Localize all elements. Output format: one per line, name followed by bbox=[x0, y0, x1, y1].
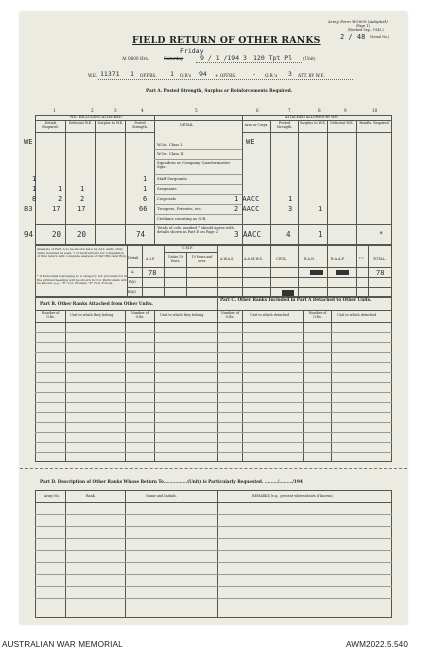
army-form-number: Army Form W3009 (Adapted) bbox=[328, 19, 388, 24]
total-value: 4 bbox=[286, 230, 291, 239]
header-arm-or-corps: Arm or Corps. bbox=[244, 123, 269, 127]
part-d-title: Part D. Description of Other Ranks Whose Return To................(Unit) is Particularly Requested. ........./........./194 bbox=[40, 479, 303, 484]
unit-label: (Unit) bbox=[303, 56, 316, 61]
row-label: Squadron or Company Quartermaster Sgts. bbox=[157, 160, 231, 170]
revised-date: (Revised Sep., 1943.) bbox=[348, 28, 384, 32]
cell-value: 66 bbox=[139, 205, 148, 213]
part-d-header: REMARKS (e.g., present whereabouts if known). bbox=[252, 494, 334, 498]
day-value: Friday bbox=[180, 47, 204, 55]
analysis-header: 19 Years and over. bbox=[191, 255, 213, 263]
row-label: Troopers, Privates, etc. bbox=[157, 206, 203, 211]
row-label: Sergeants bbox=[157, 186, 177, 191]
analysis-header: R.A.A.F. bbox=[331, 257, 345, 261]
cell-value: 1 bbox=[80, 185, 85, 193]
redaction-block bbox=[336, 270, 349, 275]
part-b-header: Unit to which they belong bbox=[70, 313, 114, 317]
cell-value: 6 bbox=[143, 195, 148, 203]
header-details-required: Details Required. bbox=[42, 121, 59, 129]
detail-header: DETAIL bbox=[180, 123, 194, 127]
header-reinfts: Reinfts. Required. bbox=[359, 121, 390, 125]
ors-label-2: O.R.'s bbox=[265, 73, 278, 78]
total-value: 1 bbox=[318, 230, 323, 239]
analysis-row-label: A bbox=[131, 270, 134, 274]
part-c-title: Part C. Other Ranks Included in Part A Detached to Other Units. bbox=[220, 297, 372, 302]
row-label: W.Os. Class II. bbox=[157, 151, 185, 156]
group-right-header: ATTACHED ALLOWED BY W.E. bbox=[285, 115, 339, 119]
page-number: (Page 1) bbox=[356, 24, 370, 28]
footer-accession-number: AWM2022.5.540 bbox=[346, 640, 408, 649]
form-sheet bbox=[20, 12, 407, 624]
part-b-title: Part B. Other Ranks Attached from Other Units. bbox=[40, 301, 153, 306]
cell-value: 1 bbox=[143, 175, 148, 183]
part-c-header: Unit to which detached bbox=[337, 313, 377, 317]
page-title: FIELD RETURN OF OTHER RANKS bbox=[132, 35, 321, 46]
total-value: 20 bbox=[77, 230, 87, 239]
cmf-header: C.M.F. bbox=[182, 246, 194, 250]
col-number: 3 bbox=[114, 108, 117, 113]
ors-label: O.R's bbox=[180, 73, 191, 78]
ors-value: 1 bbox=[170, 70, 174, 78]
cell-value: 17 bbox=[77, 205, 86, 213]
cell-value: 17 bbox=[52, 205, 61, 213]
date-value: 9 / 1 /194 3 bbox=[200, 54, 247, 62]
redaction-block bbox=[310, 270, 323, 275]
analysis-header: R.A.N. bbox=[304, 257, 315, 261]
analysis-note: Analysis of Part A to be shown here by ALL units. Only units included in para. 7 of instructions for compilation of this return will complete analysis of Part B(i) and B(ii). bbox=[37, 247, 127, 259]
col-number: 7 bbox=[288, 108, 291, 113]
analysis-header: TOTAL. bbox=[373, 257, 386, 261]
cell-value: 1 AACC bbox=[234, 195, 260, 203]
unit-value: 120 Tpt Pl bbox=[253, 54, 293, 62]
part-c-header: Unit to which detached bbox=[250, 313, 290, 317]
cell-value: 1 bbox=[143, 185, 148, 193]
total-value: 78 bbox=[376, 269, 385, 277]
cell-value: 2 bbox=[58, 195, 63, 203]
col-number: 2 bbox=[91, 108, 94, 113]
totals-label: Totals of cols. marked * should agree with details shown in Part E on Page 2 bbox=[157, 226, 234, 235]
analysis-row-label: B(ii) bbox=[128, 290, 136, 294]
cell-value: 3 bbox=[288, 205, 293, 213]
col-number: 6 bbox=[256, 108, 259, 113]
row-label: W.Os. Class I. bbox=[157, 142, 184, 147]
part-d-header: Name and Initials. bbox=[146, 494, 177, 498]
header-posted-strength-att: Posted Strength. bbox=[276, 121, 293, 129]
offrs-label-2: + OFFRS. bbox=[215, 73, 237, 78]
row-we-marker: WE bbox=[24, 138, 33, 146]
time-label: At 0600 Hrs. bbox=[122, 56, 150, 61]
part-a-heading: Part A. Posted Strength, Surplus or Reinforcements Required. bbox=[146, 88, 293, 93]
cell-value: 2 bbox=[80, 195, 85, 203]
header-surplus: Surplus to W.E. bbox=[97, 121, 124, 125]
row-label: Staff Sergeants bbox=[157, 176, 187, 181]
att-label: ATT. BY W.E. bbox=[298, 73, 325, 78]
offrs-value-2: - bbox=[252, 70, 256, 78]
header-posted-strength: Posted Strength. bbox=[132, 121, 148, 129]
we-label: W.E. bbox=[88, 73, 98, 78]
cell-value: 1 bbox=[288, 195, 293, 203]
analysis-row-label: B(i) bbox=[129, 280, 136, 284]
cell-value: 1 bbox=[318, 205, 323, 213]
analysis-header: Under 19 Years. bbox=[167, 255, 184, 263]
analysis-detail-label: Detail bbox=[128, 256, 139, 260]
part-c-header: Number of O.Rs. bbox=[220, 311, 240, 319]
analysis-header: A.A.M.W.S. bbox=[244, 257, 263, 261]
redaction-block bbox=[282, 290, 294, 296]
analysis-header: * * bbox=[359, 257, 364, 261]
total-value: * bbox=[379, 230, 384, 238]
analysis-header: CIVIL. bbox=[276, 257, 288, 261]
total-value: 94 bbox=[24, 230, 34, 239]
analysis-header: A.I.F. bbox=[146, 257, 155, 261]
col-number: 4 bbox=[141, 108, 144, 113]
part-b-header: Number of O.Rs. bbox=[41, 311, 60, 319]
cell-value: 1 bbox=[32, 185, 37, 193]
cell-value: 2 AACC bbox=[234, 205, 260, 213]
total-value: 74 bbox=[136, 230, 146, 239]
row-label: Corporals bbox=[157, 196, 176, 201]
we-number: 11371 bbox=[100, 70, 120, 78]
part-b-header: Number of O.Rs. bbox=[130, 311, 150, 319]
offrs-label: OFFRS. bbox=[140, 73, 157, 78]
group-left-header: W.E. EXCLUDING ATTACHED. bbox=[70, 115, 123, 119]
header-surplus-att: Surplus to W.E. bbox=[300, 121, 326, 125]
col-number: 10 bbox=[372, 108, 378, 113]
total-value: 3 AACC bbox=[234, 230, 262, 239]
cell-value: 83 bbox=[24, 205, 33, 213]
offrs-value: 1 bbox=[130, 70, 134, 78]
part-c-header: Number of O.Rs. bbox=[308, 311, 327, 319]
col-number: 5 bbox=[195, 108, 198, 113]
part-d-header: Rank. bbox=[86, 494, 96, 498]
col-number: 8 bbox=[318, 108, 321, 113]
row-label: Civilians counting as O.R. bbox=[157, 216, 207, 221]
footer-institution: AUSTRALIAN WAR MEMORIAL bbox=[2, 640, 123, 649]
part-d-header: Army No. bbox=[44, 494, 60, 498]
ors-value-2: 3 bbox=[288, 70, 292, 78]
row-we-marker-att: WE bbox=[246, 138, 255, 146]
col-number: 9 bbox=[344, 108, 347, 113]
cell-value: 1 bbox=[32, 175, 37, 183]
col-number: 1 bbox=[53, 108, 56, 113]
aif-value: 78 bbox=[148, 269, 157, 277]
serial-number: 2 / 48 bbox=[340, 33, 366, 41]
header-deficient: Deficient W.E. bbox=[68, 121, 93, 125]
ors-number: 94 bbox=[199, 70, 207, 78]
day-struck: Saturday bbox=[164, 56, 184, 61]
analysis-header: A.W.A.S. bbox=[220, 257, 235, 261]
cell-value: 1 bbox=[58, 185, 63, 193]
serial-label: (Serial No.) bbox=[370, 35, 390, 39]
part-b-header: Unit to which they belong bbox=[160, 313, 204, 317]
total-value: 20 bbox=[52, 230, 62, 239]
cell-value: 8 bbox=[32, 195, 37, 203]
header-deficient-att: Deficient W.E. bbox=[330, 121, 354, 125]
analysis-note-2: * If Personnel belonging to a category not provided for in the printed heading will be shown in Col. Particulars will be shown, e.g., "E" Col. Women, "P" N.S. Forces. bbox=[37, 274, 127, 286]
